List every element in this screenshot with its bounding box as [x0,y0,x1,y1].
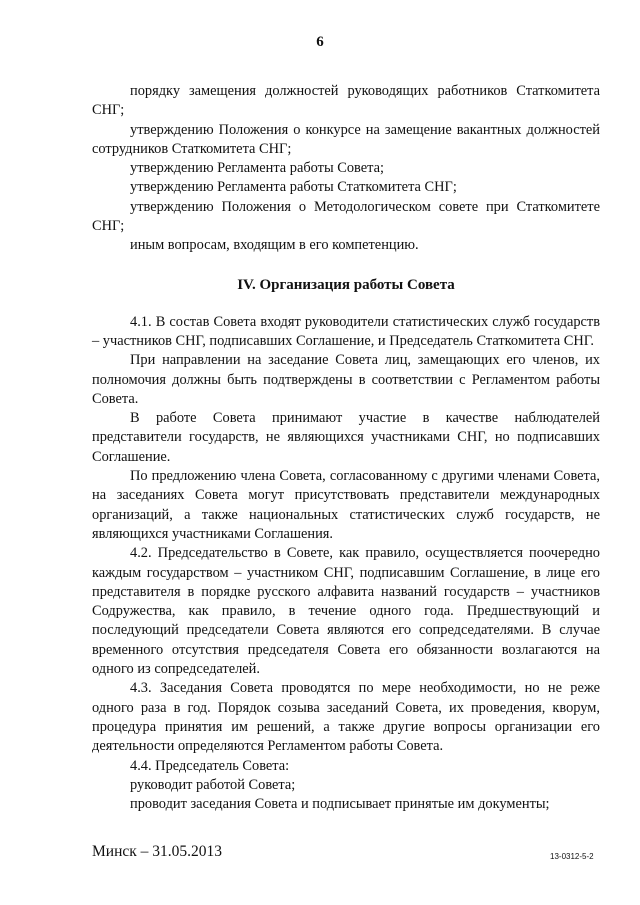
page-number: 6 [316,34,324,50]
body-paragraph: утверждению Регламента работы Совета; [130,160,384,177]
body-paragraph: утверждению Регламента работы Статкомитета СНГ; [130,179,457,196]
body-paragraph: 4.4. Председатель Совета: [130,757,290,774]
body-paragraph: 4.1. В состав Совета входят руководители статистических служб государств – участников СНГ, подписавших Соглашение, и Председатель Статкомитета СНГ. [92,313,600,349]
body-paragraph: 4.3. Заседания Совета проводятся по мере необходимости, но не реже одного раза в год. Порядок созыва заседаний Совета, их проведения, кворум, процедура принятия им решений, а также другие вопросы организации его деятельности определяются Регламентом работы Совета. [92,680,600,755]
footer-doc-code: 13-0312-5-2 [550,852,594,861]
document-body [92,82,600,814]
body-paragraph: руководит работой Совета; [130,776,296,793]
body-paragraph: утверждению Положения о Методологическом совете при Статкомитете СНГ; [92,198,600,235]
body-paragraph: При направлении на заседание Совета лиц, замещающих его членов, их полномочия должны быть подтверждены в соответствии с Регламентом работы Совета. [92,352,600,407]
section-title: IV. Организация работы Совета [237,276,455,293]
body-paragraph: По предложению члена Совета, согласованному с другими членами Совета, на заседаниях Совета могут присутствовать представители международных организаций, а также национальных статистических служб государств, не являющихся участниками Соглашения. [92,468,600,542]
body-paragraph: порядку замещения должностей руководящих работников Статкомитета СНГ; [92,83,600,119]
body-paragraph: В работе Совета принимают участие в качестве наблюдателей представители государств, не являющихся участниками СНГ, но подписавших Соглашение. [92,410,600,465]
body-paragraph: утверждению Положения о конкурсе на замещение вакантных должностей сотрудников Статкомитета СНГ; [92,121,600,157]
body-paragraph: проводит заседания Совета и подписывает принятые им документы; [130,796,550,813]
body-paragraph: иным вопросам, входящим в его компетенцию. [130,237,419,254]
body-paragraph: 4.2. Председательство в Совете, как правило, осуществляется поочередно каждым государством – участником СНГ, подписавшим Соглашение, в лице его представителя в порядке русского алфавита названий государств – участников Содружества, как правило, в течение одного года. Предшествующий и последующий председатели Совета являются его сопредседателями. В случае временного отсутствия председателя Совета его обязанности возлагаются на одного из сопредседателей. [92,545,600,678]
footer-place-date: Минск – 31.05.2013 [92,843,223,860]
